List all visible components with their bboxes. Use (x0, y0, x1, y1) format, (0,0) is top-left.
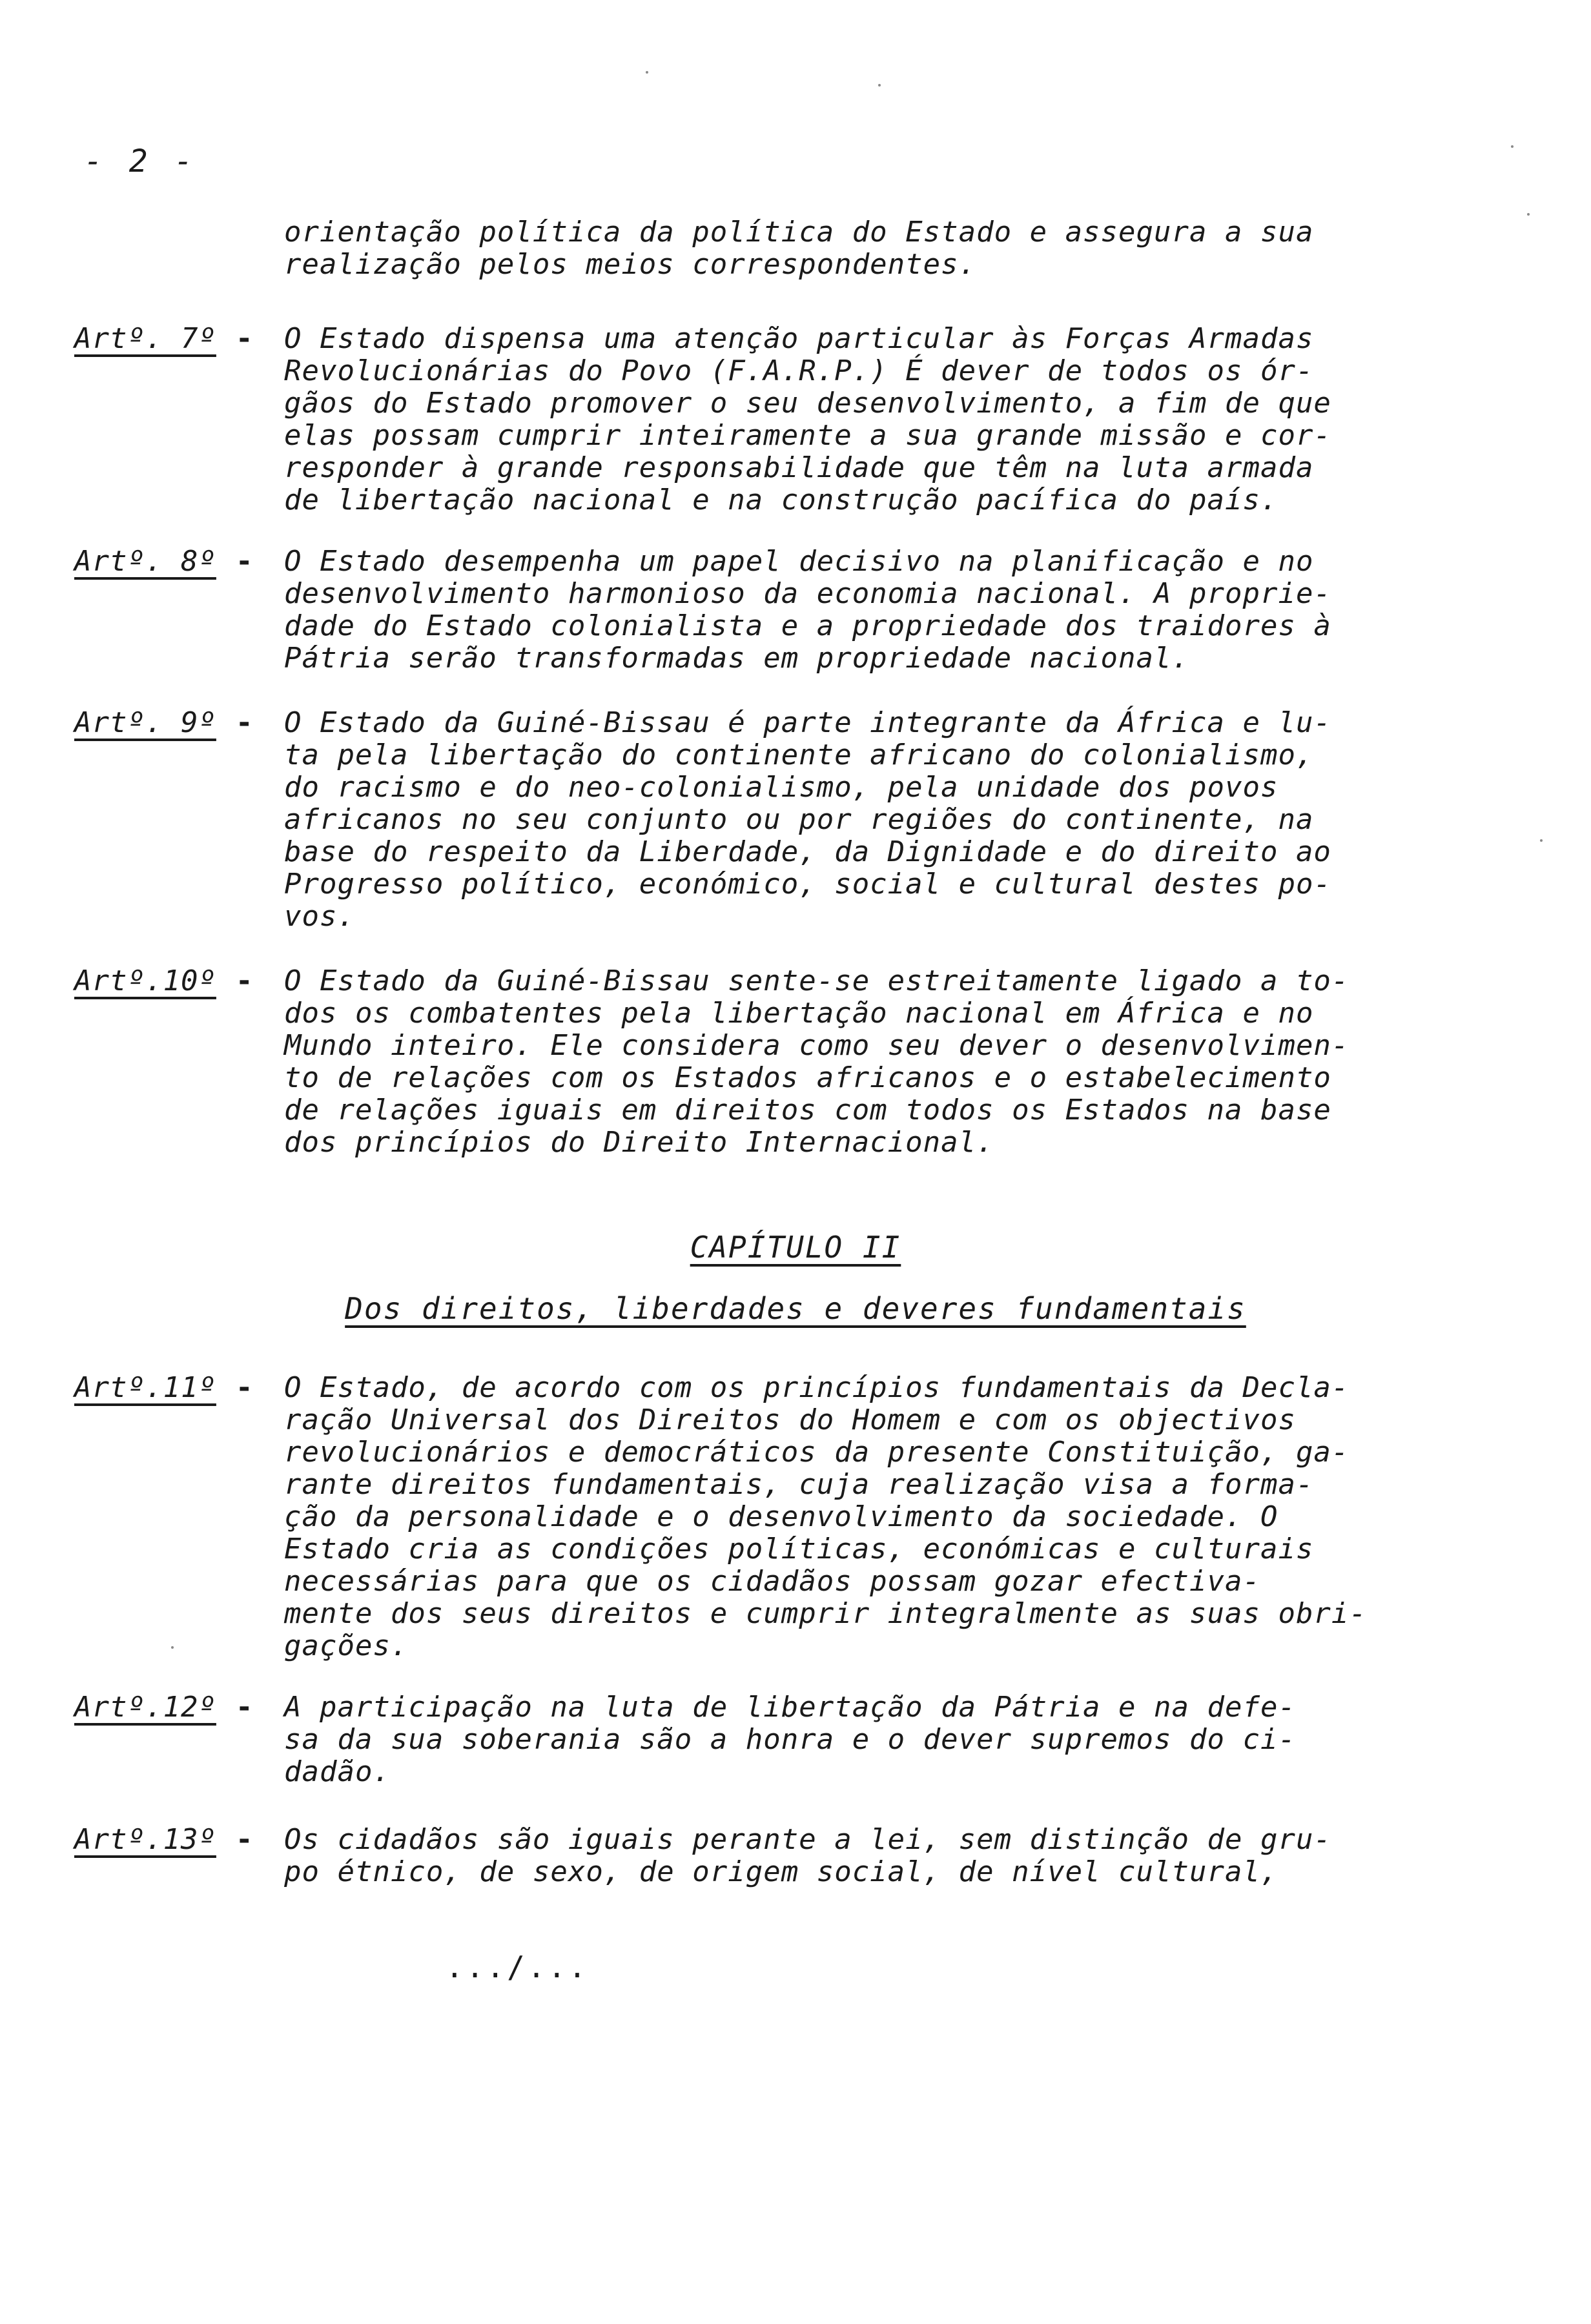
chapter-title: CAPÍTULO II (690, 1230, 901, 1265)
article-label: Artº.13º (74, 1823, 216, 1856)
article-11 (74, 1372, 1463, 1662)
article-12 (74, 1691, 1463, 1788)
scan-speck (1511, 145, 1514, 148)
scan-speck (878, 84, 881, 87)
continued-paragraph (284, 216, 1414, 281)
article-text: A participação na luta de libertação da Pátria e na defe- sa da sua soberania são a honra e o dever supremos do ci- dadão. (284, 1691, 1296, 1788)
article-label: Artº. 7º (74, 322, 216, 355)
article-text: O Estado da Guiné-Bissau é parte integrante da África e lu- ta pela libertação do continente africano do colonialismo, do racismo e do neo-colonialismo, pela unidade dos povos africanos no seu conjunto ou por regiões do continente, na base do respeito da Liberdade, da Dignidade e do direito ao Progresso político, económico, social e cultural destes po- vos. (284, 706, 1331, 933)
article-10 (74, 965, 1463, 1159)
article-dash: - (236, 1371, 253, 1404)
chapter-subtitle: Dos direitos, liberdades e deveres fundamentais (345, 1291, 1246, 1326)
scan-speck (1540, 839, 1543, 842)
article-label: Artº.10º (74, 964, 216, 997)
scan-speck (171, 1646, 174, 1649)
article-7 (74, 323, 1463, 516)
article-label: Artº.12º (74, 1691, 216, 1724)
article-dash: - (236, 322, 253, 355)
continued-paragraph-text: orientação política da política do Estado e assegura a sua realização pelos meios correspondentes. (284, 216, 1314, 281)
article-13 (74, 1824, 1463, 1888)
article-9 (74, 707, 1463, 933)
page-number: - 2 - (84, 143, 197, 179)
article-text: O Estado desempenha um papel decisivo na planificação e no desenvolvimento harmonioso da economia nacional. A proprie- dade do Estado colonialista e a propriedade dos traidores à Pátria serão transformadas em propriedade nacional. (284, 545, 1331, 675)
scan-speck (1527, 213, 1530, 216)
article-dash: - (236, 706, 253, 739)
article-dash: - (236, 1691, 253, 1724)
continuation-mark: .../... (446, 1950, 589, 1984)
article-label: Artº. 9º (74, 706, 216, 739)
article-label: Artº. 8º (74, 545, 216, 578)
scan-speck (646, 71, 648, 74)
article-label: Artº.11º (74, 1371, 216, 1404)
article-text: Os cidadãos são iguais perante a lei, sem distinção de gru- po étnico, de sexo, de origem social, de nível cultural, (284, 1823, 1331, 1888)
article-text: O Estado dispensa uma atenção particular às Forças Armadas Revolucionárias do Povo (F.A.R.P.) É dever de todos os ór- gãos do Estado promover o seu desenvolvimento, a fim de que elas possam cumprir inteiramente a sua grande missão e cor- responder à grande responsabilidade que têm na luta armada de libertação nacional e na construção pacífica do país. (284, 322, 1331, 516)
article-text: O Estado da Guiné-Bissau sente-se estreitamente ligado a to- dos os combatentes pela libertação nacional em África e no Mundo inteiro. Ele considera como seu dever o desenvolvimen- to de relações com os Estados africanos e o estabelecimento de relações iguais em direitos com todos os Estados na base dos princípios do Direito Internacional. (284, 964, 1350, 1159)
article-dash: - (236, 1823, 253, 1856)
article-text: O Estado, de acordo com os princípios fundamentais da Decla- ração Universal dos Direitos do Homem e com os objectivos revolucionários e democráticos da presente Constituição, ga- rante direitos fundamentais, cuja realização visa a forma- ção da personalidade e o desenvolvimento da sociedade. O Estado cria as condições políticas, económicas e culturais necessárias para que os cidadãos possam gozar efectiva- mente dos seus direitos e cumprir integralmente as suas obri- gações. (284, 1371, 1367, 1662)
article-dash: - (236, 964, 253, 997)
article-dash: - (236, 545, 253, 578)
article-8 (74, 545, 1463, 675)
